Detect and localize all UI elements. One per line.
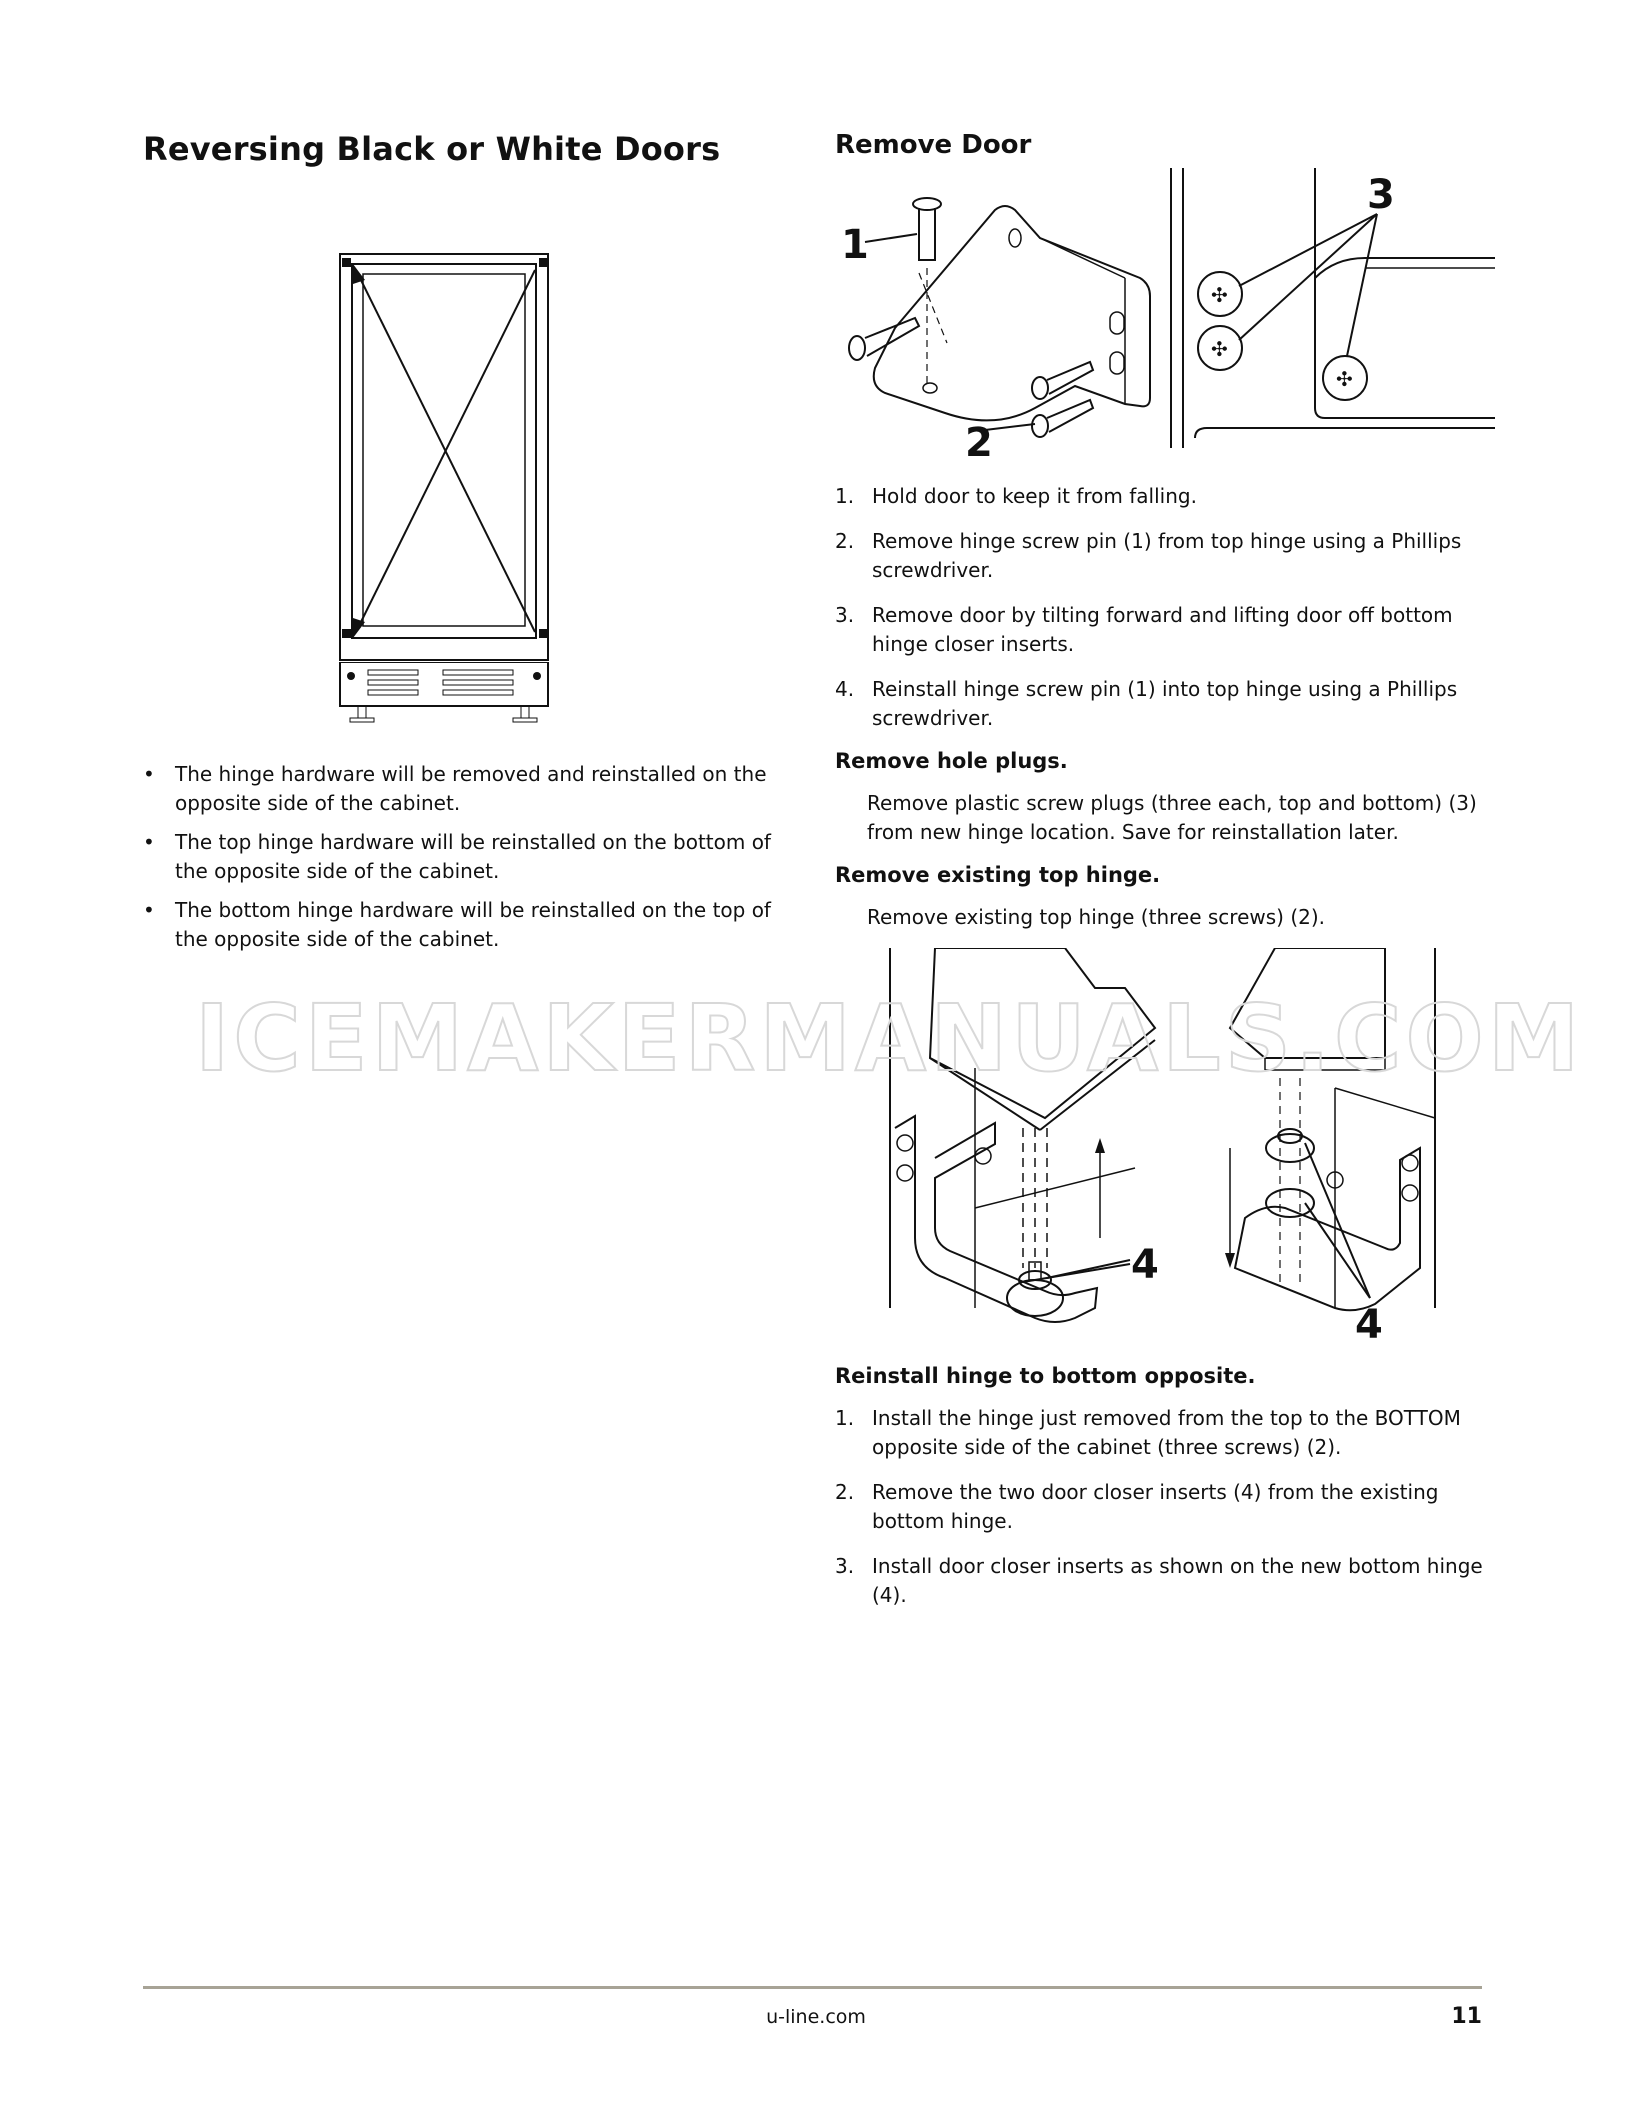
bullet-text: The hinge hardware will be removed and reinstalled on the opposite side of the cabinet. — [175, 762, 767, 815]
top-hinge-diagram — [835, 168, 1495, 458]
list-item — [835, 1478, 1495, 1536]
watermark: ICEMAKERMANUALS.COM — [195, 985, 1584, 1092]
right-column — [835, 130, 1495, 1626]
reinstall-steps — [835, 1404, 1495, 1610]
step-number: 4. — [835, 677, 855, 701]
step-number: 3. — [835, 603, 855, 627]
list-item — [143, 896, 803, 954]
callout-2: 2 — [965, 420, 993, 458]
page-title: Reversing Black or White Doors — [143, 130, 721, 168]
hole-plugs-heading: Remove hole plugs. — [835, 749, 1068, 773]
plug-symbol: ✣ — [1336, 367, 1353, 391]
callout-1: 1 — [841, 222, 869, 268]
step-number: 2. — [835, 529, 855, 553]
step-text: Hold door to keep it from falling. — [872, 484, 1197, 508]
list-item — [835, 1404, 1495, 1462]
remove-door-heading: Remove Door — [835, 130, 1032, 160]
bullet-text: The bottom hinge hardware will be reinstalled on the top of the opposite side of the cabinet. — [175, 898, 771, 951]
step-text: Reinstall hinge screw pin (1) into top hinge using a Phillips screwdriver. — [872, 677, 1458, 730]
step-text: Install the hinge just removed from the top to the BOTTOM opposite side of the cabinet (three screws) (2). — [872, 1406, 1461, 1459]
footer-rule — [143, 1986, 1482, 1989]
list-item — [835, 527, 1495, 585]
reinstall-heading: Reinstall hinge to bottom opposite. — [835, 1364, 1256, 1388]
bullet-dot: • — [143, 762, 155, 786]
footer-site-link[interactable]: u-line.com — [766, 2006, 866, 2028]
list-item — [835, 675, 1495, 733]
top-hinge-text: Remove existing top hinge (three screws) (2). — [867, 905, 1326, 929]
page-number: 11 — [1451, 2004, 1482, 2029]
step-text: Remove door by tilting forward and lifting door off bottom hinge closer inserts. — [872, 603, 1453, 656]
step-text: Install door closer inserts as shown on the new bottom hinge (4). — [872, 1554, 1483, 1607]
step-text: Remove the two door closer inserts (4) from the existing bottom hinge. — [872, 1480, 1439, 1533]
bullet-text: The top hinge hardware will be reinstalled on the bottom of the opposite side of the cabinet. — [175, 830, 771, 883]
step-number: 1. — [835, 484, 855, 508]
bullet-dot: • — [143, 898, 155, 922]
callout-4-right: 4 — [1355, 1302, 1383, 1348]
top-hinge-heading: Remove existing top hinge. — [835, 863, 1161, 887]
cabinet-base-grille — [143, 662, 803, 732]
list-item — [835, 482, 1495, 511]
hole-plugs-text: Remove plastic screw plugs (three each, top and bottom) (3) from new hinge location. Save for reinstallation later. — [867, 791, 1477, 844]
cabinet-door-diagram — [143, 192, 803, 692]
callout-3: 3 — [1367, 172, 1395, 218]
callout-4-left: 4 — [1131, 1242, 1159, 1288]
list-item — [143, 828, 803, 886]
step-number: 2. — [835, 1480, 855, 1504]
list-item — [835, 1552, 1495, 1610]
bullet-dot: • — [143, 830, 155, 854]
remove-door-steps — [835, 482, 1495, 733]
list-item — [835, 601, 1495, 659]
step-number: 1. — [835, 1406, 855, 1430]
hardware-bullet-list — [143, 760, 803, 954]
plug-symbol: ✣ — [1211, 337, 1228, 361]
list-item — [143, 760, 803, 818]
step-text: Remove hinge screw pin (1) from top hinge using a Phillips screwdriver. — [872, 529, 1462, 582]
left-column — [143, 130, 803, 964]
plug-symbol: ✣ — [1211, 283, 1228, 307]
step-number: 3. — [835, 1554, 855, 1578]
